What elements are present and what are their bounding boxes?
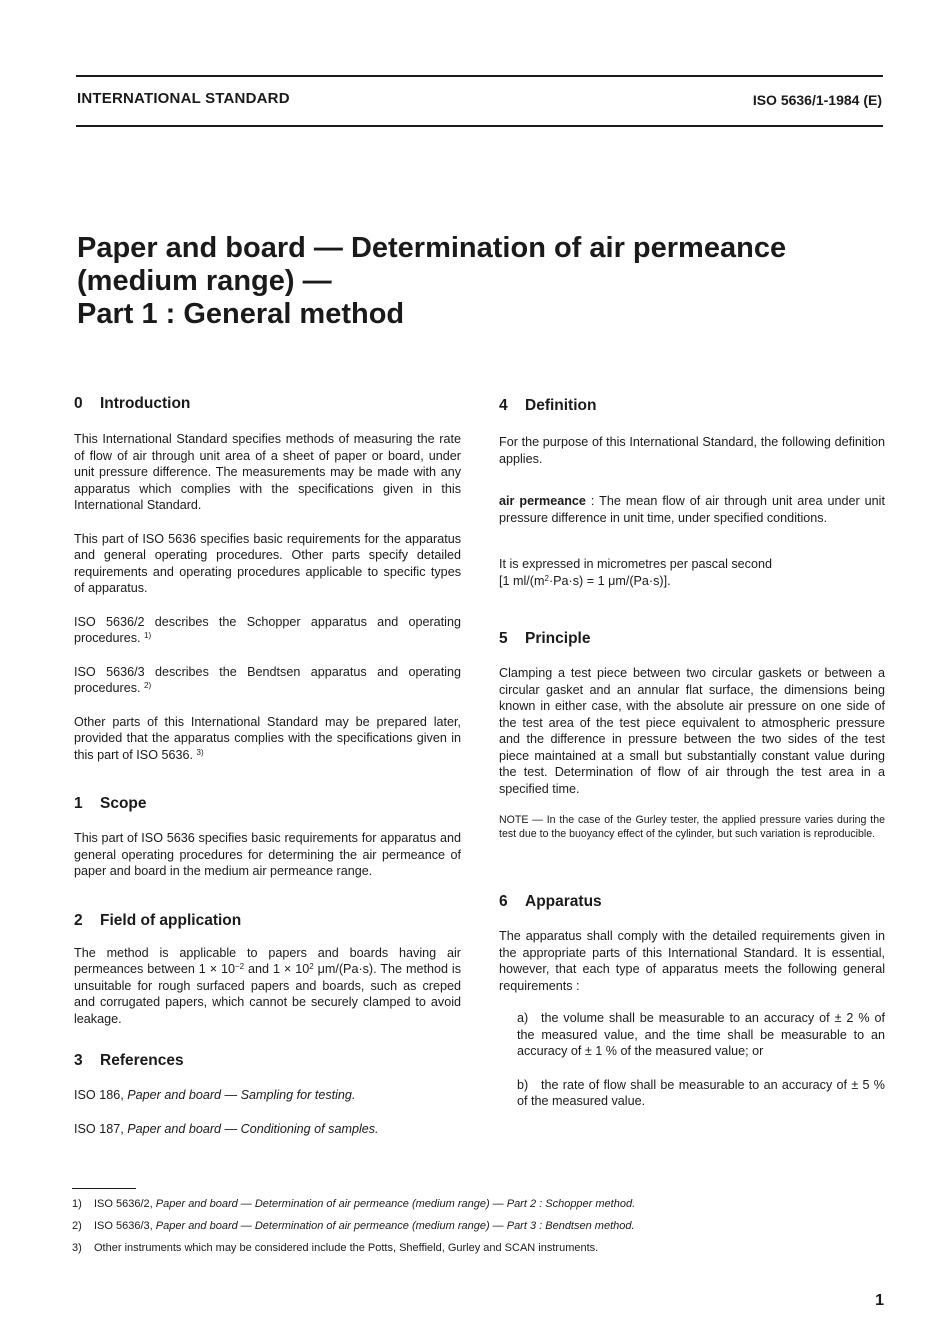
section-number: 3 <box>74 1052 83 1069</box>
apparatus-requirement-a <box>499 1010 885 1060</box>
reference-code: ISO 187, <box>74 1121 124 1136</box>
reference-item <box>74 1121 461 1138</box>
definition-term-paragraph <box>499 493 885 526</box>
footnote-1 <box>72 1196 892 1212</box>
scope-paragraph: This part of ISO 5636 specifies basic requirements for apparatus and general operating procedures for determining the air permeance of paper and board in the medium air permeance range. <box>74 831 461 878</box>
reference-item <box>74 1087 461 1104</box>
definition-units-paragraph <box>499 556 885 589</box>
footnote-marker: 1) <box>72 1198 82 1210</box>
title-line-2: (medium range) — <box>77 265 332 297</box>
section-heading-references <box>74 1051 461 1071</box>
paragraph-text: and 1 × 10 <box>244 962 310 976</box>
exponent: 2 <box>309 962 314 971</box>
footnote-marker: 2) <box>72 1220 82 1232</box>
section-title: References <box>100 1052 184 1069</box>
section-title: Introduction <box>100 395 191 412</box>
section-heading-definition <box>499 396 885 416</box>
section-title: Field of application <box>100 911 242 929</box>
principle-paragraph: Clamping a test piece between two circular gaskets or between a circular gasket and an annular flat surface, the dimensions being known in either case, with the absolute air pressure on one side of the test area of the test piece equivalent to atmospheric pressure and the difference in pressure between the two sides of the test piece maintained at a small but substantially constant value during the test. Determination of flow of air through the test area in a specified time. <box>499 666 885 796</box>
footnote-separator <box>72 1188 136 1189</box>
section-number: 0 <box>74 395 83 412</box>
page-title <box>77 232 877 331</box>
section-heading-introduction <box>74 394 461 414</box>
header-top-rule <box>76 75 883 77</box>
paragraph-text: μm/(Pa·s). The method is unsuitable for rough surfaced papers and boards, such as creped and corrugated papers, which cannot be securely clamped to avoid leakage. <box>74 962 461 1026</box>
footnote-3 <box>72 1240 892 1256</box>
footnotes <box>72 1196 892 1262</box>
paragraph-text: ·Pa·s) = 1 μm/(Pa·s)]. <box>548 573 671 588</box>
introduction-paragraph-4 <box>74 664 461 697</box>
footnote-ref: 2) <box>144 681 152 690</box>
defined-term: air permeance <box>499 494 586 508</box>
list-text: the rate of flow shall be measurable to an accuracy of ± 5 % of the measured value. <box>517 1077 885 1108</box>
paragraph-text: ISO 5636/2 describes the Schopper apparatus and operating procedures. <box>74 614 461 645</box>
section-number: 5 <box>499 630 508 647</box>
footnote-ref: 1) <box>144 631 152 640</box>
section-heading-scope <box>74 794 461 814</box>
title-line-3: Part 1 : General method <box>77 298 405 330</box>
section-number: 2 <box>74 911 83 929</box>
footnote-marker: 3) <box>72 1242 82 1254</box>
page-number: 1 <box>875 1292 884 1309</box>
section-title: Scope <box>100 795 147 812</box>
introduction-paragraph-5 <box>74 714 461 764</box>
references-list <box>74 1087 461 1137</box>
section-title: Principle <box>525 630 591 647</box>
paragraph-text: It is expressed in micrometres per pascal second <box>499 557 772 571</box>
footnote-title: Paper and board — Determination of air permeance (medium range) — Part 3 : Bendtsen method. <box>155 1220 635 1232</box>
introduction-paragraph-3 <box>74 614 461 647</box>
paragraph-text: Other parts of this International Standard may be prepared later, provided that the apparatus complies with the specifications given in this part of ISO 5636. <box>74 714 461 762</box>
introduction-paragraph-1: This International Standard specifies methods of measuring the rate of flow of air through unit area of a sheet of paper or board, under unit pressure difference. The measurements may be made with any apparatus which complies with the specifications given in this International Standard. <box>74 432 461 512</box>
reference-code: ISO 186, <box>74 1088 124 1102</box>
right-column <box>499 396 885 1110</box>
paragraph-text: ISO 5636/3 describes the Bendtsen apparatus and operating procedures. <box>74 664 461 695</box>
reference-title: Paper and board — Sampling for testing. <box>127 1088 356 1102</box>
section-heading-field-of-application <box>74 911 461 931</box>
list-marker: b) <box>517 1077 529 1092</box>
left-column <box>74 394 461 1137</box>
section-title: Apparatus <box>525 893 602 910</box>
introduction-paragraph-2: This part of ISO 5636 specifies basic requirements for the apparatus and general operating procedures. Other parts specify detailed requirements and operating procedures applicable to specific types of apparatus. <box>74 531 461 595</box>
footnote-text: Other instruments which may be considered include the Potts, Sheffield, Gurley and SCAN instruments. <box>94 1242 599 1254</box>
document-type-label: INTERNATIONAL STANDARD <box>77 90 290 107</box>
list-marker: a) <box>517 1011 529 1025</box>
field-paragraph <box>74 945 461 1028</box>
section-number: 6 <box>499 893 508 910</box>
list-text: the volume shall be measurable to an accuracy of ± 2 % of the measured value, and the time shall be measurable to an accuracy of ± 1 % of the measured value; or <box>517 1011 885 1058</box>
footnote-code: ISO 5636/2, <box>94 1198 153 1210</box>
footnote-title: Paper and board — Determination of air permeance (medium range) — Part 2 : Schopper method. <box>155 1198 636 1210</box>
exponent: 2 <box>544 573 549 583</box>
header-bottom-rule <box>76 125 883 127</box>
apparatus-requirement-b <box>499 1077 885 1110</box>
section-number: 1 <box>74 795 83 812</box>
paragraph-text: [1 ml/(m <box>499 573 545 588</box>
section-title: Definition <box>525 397 597 414</box>
definition-text: : The mean flow of air through unit area under unit pressure difference in unit time, under specified conditions. <box>499 494 885 525</box>
standard-number: ISO 5636/1-1984 (E) <box>752 92 882 108</box>
paragraph-text: The method is applicable to papers and boards having air permeances between 1 × 10 <box>74 945 461 976</box>
footnote-code: ISO 5636/3, <box>94 1220 153 1232</box>
title-line-1: Paper and board — Determination of air permeance <box>77 232 787 264</box>
definition-paragraph-1: For the purpose of this International Standard, the following definition applies. <box>499 435 885 466</box>
section-heading-apparatus <box>499 892 885 912</box>
section-heading-principle <box>499 629 885 649</box>
footnote-2 <box>72 1218 892 1234</box>
exponent: −2 <box>235 962 245 971</box>
principle-note: NOTE — In the case of the Gurley tester, the applied pressure varies during the test due to the buoyancy effect of the cylinder, but such variation is reproducible. <box>499 814 885 840</box>
apparatus-paragraph: The apparatus shall comply with the detailed requirements given in the appropriate parts of this International Standard. It is essential, however, that each type of apparatus meets the following general requirements : <box>499 929 885 993</box>
section-number: 4 <box>499 397 508 414</box>
reference-title: Paper and board — Conditioning of samples. <box>127 1121 379 1136</box>
footnote-ref: 3) <box>196 747 204 757</box>
